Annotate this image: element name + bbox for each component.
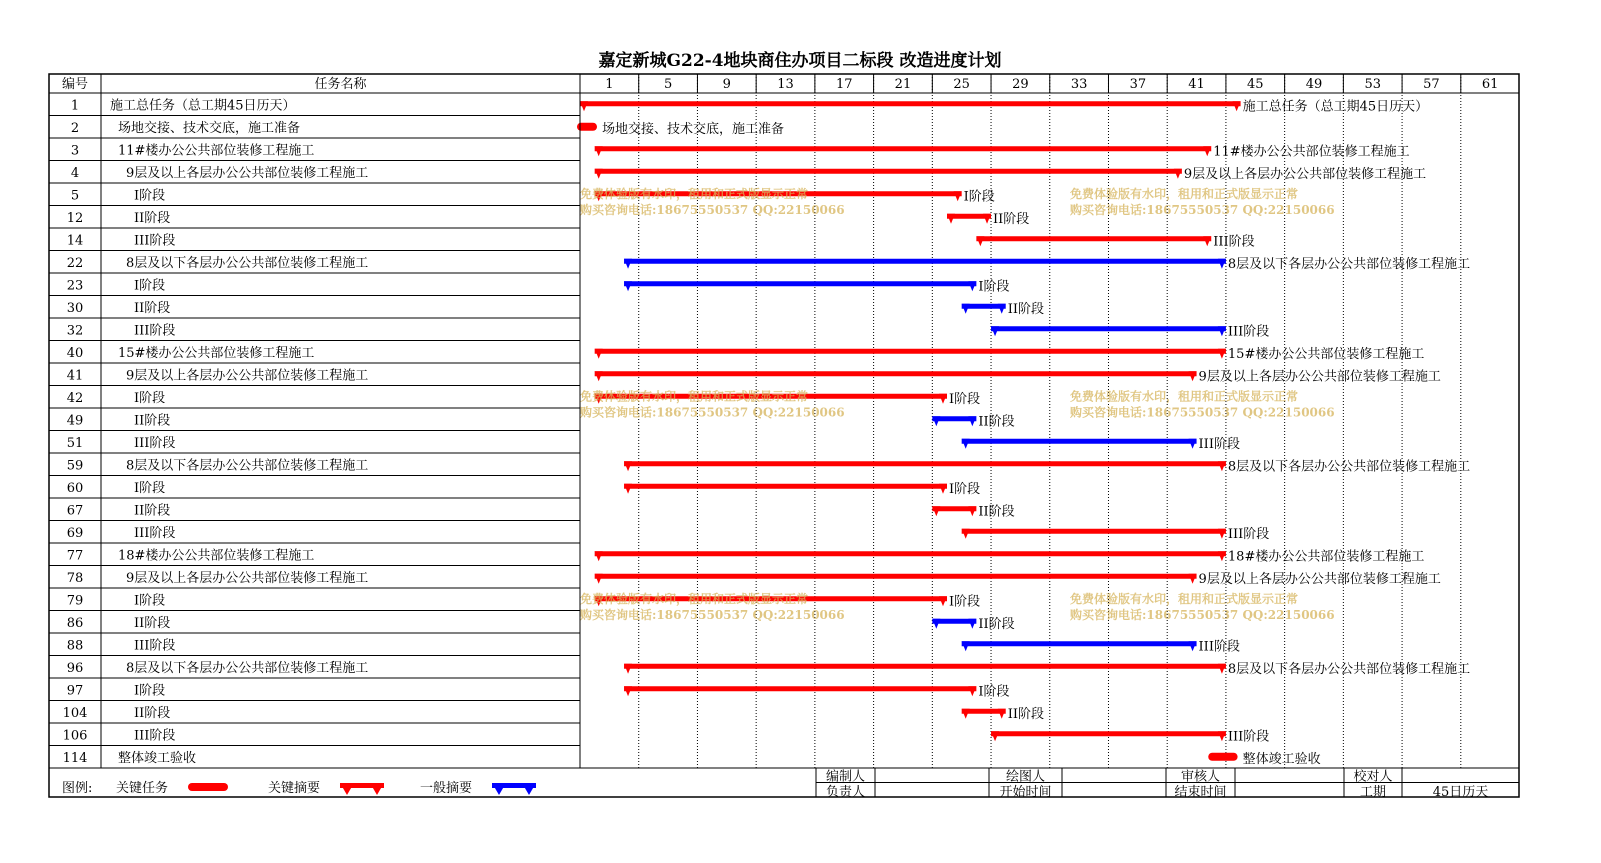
task-id: 78: [66, 570, 84, 586]
task-name: I阶段: [134, 390, 166, 406]
footer-label: 校对人: [1353, 769, 1393, 785]
watermark-text: 免费体验版有水印，租用和正式版显示正常: [1070, 592, 1299, 606]
task-id: 49: [66, 413, 84, 429]
watermark-text: 购买咨询电话:18675550537 QQ:22150066: [580, 608, 845, 622]
critical-task-bar: [1208, 753, 1237, 761]
watermark-text: 免费体验版有水印，租用和正式版显示正常: [580, 592, 809, 606]
bar-label: I阶段: [978, 279, 1010, 295]
task-id: 114: [62, 750, 88, 766]
footer-label: 审核人: [1180, 769, 1221, 785]
duration-value: 45日历天: [1432, 785, 1489, 800]
bar-label: III阶段: [1213, 234, 1255, 250]
task-name: I阶段: [134, 188, 166, 204]
footer-label: 工期: [1359, 785, 1387, 800]
task-id: 32: [66, 323, 84, 339]
bar-label: 9层及以上各层办公公共部位装修工程施工: [1198, 571, 1441, 587]
bar-label: II阶段: [978, 414, 1015, 430]
task-name: III阶段: [134, 323, 176, 339]
tick-label: 29: [1012, 77, 1029, 92]
critical-summary-bar: [624, 461, 1226, 466]
footer-label: 绘图人: [1005, 769, 1046, 785]
tick-label: 49: [1305, 77, 1323, 92]
task-name: 9层及以上各层办公公共部位装修工程施工: [126, 368, 369, 384]
bar-label: 9层及以上各层办公公共部位装修工程施工: [1183, 166, 1427, 182]
legend-label: 关键任务: [116, 781, 169, 796]
normal-summary-bar: [624, 259, 1226, 264]
normal-summary-bar: [624, 281, 976, 286]
bar-label: III阶段: [1227, 526, 1270, 542]
task-id: 5: [70, 188, 80, 204]
task-name: 场地交接、技术交底，施工准备: [118, 120, 301, 136]
tick-label: 61: [1481, 77, 1499, 92]
bar-label: III阶段: [1227, 324, 1270, 340]
task-id: 3: [70, 143, 80, 159]
legend-label: 关键摘要: [268, 781, 321, 796]
bar-label: 8层及以下各层办公公共部位装修工程施工: [1227, 256, 1471, 272]
task-name: 9层及以上各层办公公共部位装修工程施工: [126, 570, 369, 586]
footer-label: 结束时间: [1174, 785, 1227, 800]
critical-summary-bar: [595, 574, 1197, 579]
task-id: 30: [66, 300, 84, 316]
task-name: II阶段: [134, 210, 171, 226]
tick-label: 53: [1364, 77, 1381, 92]
task-id: 79: [66, 593, 84, 609]
normal-summary-bar: [962, 439, 1197, 444]
tick-label: 33: [1070, 77, 1088, 92]
task-name: 整体竣工验收: [118, 750, 197, 766]
critical-summary-bar: [595, 169, 1182, 174]
critical-summary-bar: [595, 146, 1212, 151]
task-id: 41: [66, 368, 84, 384]
tick-label: 13: [777, 77, 794, 92]
bar-label: 11#楼办公公共部位装修工程施工: [1213, 144, 1410, 160]
task-name: 施工总任务（总工期45日历天）: [110, 98, 296, 114]
task-name: II阶段: [134, 413, 171, 429]
bar-label: II阶段: [1007, 706, 1045, 722]
task-name: 8层及以下各层办公公共部位装修工程施工: [126, 660, 369, 676]
critical-summary-bar: [595, 551, 1226, 556]
task-id: 40: [66, 345, 84, 361]
watermark-text: 购买咨询电话:18675550537 QQ:22150066: [580, 405, 845, 420]
task-name: III阶段: [134, 638, 176, 654]
bar-label: I阶段: [978, 684, 1010, 700]
task-name: I阶段: [134, 683, 166, 699]
task-name: III阶段: [134, 435, 176, 451]
legend-swatch: [188, 783, 228, 791]
bar-label: 整体竣工验收: [1242, 751, 1321, 767]
task-id: 42: [66, 390, 84, 406]
task-name: 8层及以下各层办公公共部位装修工程施工: [126, 255, 369, 271]
critical-summary-bar: [624, 686, 976, 691]
watermark-text: 购买咨询电话:18675550537 QQ:22150066: [580, 203, 845, 217]
tick-label: 25: [953, 77, 970, 92]
bar-label: 15#楼办公公共部位装修工程施工: [1227, 346, 1425, 362]
bar-label: II阶段: [978, 504, 1015, 520]
task-id: 22: [66, 255, 84, 271]
bar-label: 施工总任务（总工期45日历天）: [1242, 99, 1429, 115]
bar-label: II阶段: [978, 616, 1015, 632]
footer-label: 负责人: [825, 785, 866, 800]
bar-label: II阶段: [993, 211, 1030, 227]
task-id: 14: [66, 233, 84, 249]
column-header-id: 编号: [61, 77, 89, 92]
critical-summary-bar: [580, 101, 1241, 106]
column-header-name: 任务名称: [314, 77, 367, 92]
normal-summary-bar: [991, 326, 1226, 331]
task-id: 60: [66, 480, 84, 496]
task-id: 23: [66, 278, 84, 294]
task-id: 97: [66, 683, 84, 699]
footer-label: 开始时间: [999, 785, 1052, 800]
task-id: 1: [70, 98, 80, 114]
task-id: 104: [62, 705, 88, 721]
bar-label: 场地交接、技术交底，施工准备: [602, 121, 785, 137]
legend-swatch-marker: [340, 783, 354, 795]
critical-summary-bar: [962, 529, 1226, 534]
bar-label: I阶段: [949, 594, 981, 610]
bar-label: III阶段: [1227, 729, 1270, 745]
bar-label: II阶段: [1007, 301, 1045, 317]
bar-label: I阶段: [963, 189, 995, 205]
watermark-text: 免费体验版有水印，租用和正式版显示正常: [1070, 187, 1299, 201]
task-name: II阶段: [134, 705, 171, 721]
bar-label: 8层及以下各层办公公共部位装修工程施工: [1227, 459, 1471, 475]
tick-label: 41: [1188, 77, 1205, 92]
task-id: 2: [70, 120, 80, 136]
task-name: 18#楼办公公共部位装修工程施工: [118, 548, 315, 564]
task-id: 96: [66, 660, 84, 676]
tick-label: 1: [605, 77, 614, 92]
task-id: 67: [66, 503, 84, 519]
task-name: 11#楼办公公共部位装修工程施工: [118, 143, 315, 159]
task-name: 8层及以下各层办公公共部位装修工程施工: [126, 458, 369, 474]
watermark-text: 购买咨询电话:18675550537 QQ:22150066: [1070, 405, 1335, 420]
critical-summary-bar: [595, 371, 1197, 376]
task-id: 59: [66, 458, 84, 474]
task-name: I阶段: [134, 593, 166, 609]
critical-summary-bar: [991, 731, 1226, 736]
legend-title: 图例:: [62, 781, 93, 796]
legend-swatch-marker: [492, 783, 506, 795]
task-name: I阶段: [134, 480, 166, 496]
task-name: III阶段: [134, 525, 176, 541]
tick-label: 21: [894, 77, 912, 92]
bar-label: 18#楼办公公共部位装修工程施工: [1227, 549, 1425, 565]
watermark-text: 购买咨询电话:18675550537 QQ:22150066: [1070, 203, 1335, 217]
task-id: 88: [66, 638, 84, 654]
watermark-text: 购买咨询电话:18675550537 QQ:22150066: [1070, 608, 1335, 622]
bar-label: 8层及以下各层办公公共部位装修工程施工: [1227, 661, 1471, 677]
tick-label: 45: [1247, 77, 1264, 92]
task-id: 77: [66, 548, 84, 564]
bar-label: III阶段: [1198, 639, 1240, 655]
task-name: I阶段: [134, 278, 166, 294]
critical-summary-bar: [595, 349, 1226, 354]
tick-label: 17: [835, 77, 853, 92]
tick-label: 57: [1423, 77, 1440, 92]
normal-summary-bar: [962, 641, 1197, 646]
bar-label: 9层及以上各层办公公共部位装修工程施工: [1198, 369, 1441, 385]
critical-summary-bar: [624, 664, 1226, 669]
watermark-text: 免费体验版有水印，租用和正式版显示正常: [580, 389, 809, 404]
task-id: 4: [70, 165, 80, 181]
task-name: II阶段: [134, 300, 171, 316]
legend-swatch-marker: [522, 783, 536, 795]
tick-label: 9: [722, 77, 731, 92]
legend-label: 一般摘要: [420, 781, 473, 796]
bar-label: III阶段: [1198, 436, 1240, 452]
critical-summary-bar: [624, 484, 947, 489]
tick-label: 5: [663, 77, 673, 92]
critical-summary-bar: [976, 236, 1211, 241]
task-id: 106: [62, 728, 88, 744]
task-id: 69: [66, 525, 84, 541]
watermark-text: 免费体验版有水印，租用和正式版显示正常: [1070, 389, 1299, 404]
task-id: 51: [66, 435, 84, 451]
chart-title: 嘉定新城G22-4地块商住办项目二标段 改造进度计划: [598, 51, 1002, 71]
task-name: III阶段: [134, 728, 176, 744]
task-name: 9层及以上各层办公公共部位装修工程施工: [126, 165, 369, 181]
task-name: II阶段: [134, 503, 171, 519]
footer-label: 编制人: [825, 769, 866, 785]
task-name: 15#楼办公公共部位装修工程施工: [118, 345, 315, 361]
task-name: II阶段: [134, 615, 171, 631]
bar-label: I阶段: [949, 481, 981, 497]
task-id: 12: [66, 210, 84, 226]
bar-label: I阶段: [949, 391, 981, 407]
watermark-text: 免费体验版有水印，租用和正式版显示正常: [580, 187, 809, 201]
tick-label: 37: [1129, 77, 1147, 92]
task-id: 86: [66, 615, 84, 631]
task-name: III阶段: [134, 233, 176, 249]
legend-swatch-marker: [370, 783, 384, 795]
